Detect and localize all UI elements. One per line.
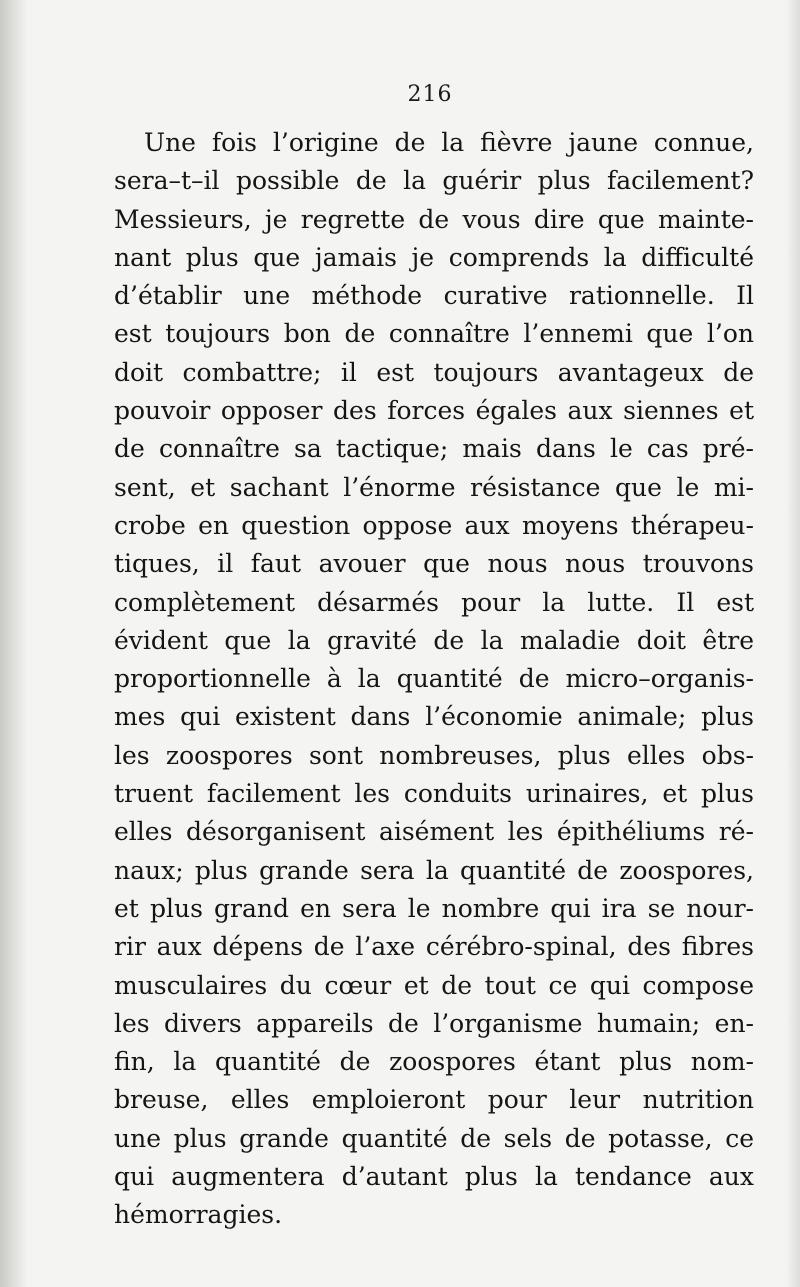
- text-line: proportionnelle à la quantité de micro–organis-: [114, 664, 754, 694]
- text-line: elles désorganisent aisément les épithéliums ré-: [114, 817, 754, 847]
- text-line: pouvoir opposer des forces égales aux siennes et: [114, 396, 754, 426]
- text-line: doit combattre; il est toujours avantageux de: [114, 357, 754, 387]
- text-line: naux; plus grande sera la quantité de zoospores,: [114, 855, 754, 885]
- text-line: nant plus que jamais je comprends la difficulté: [114, 242, 754, 272]
- text-line: évident que la gravité de la maladie doit être: [114, 625, 754, 655]
- text-line: de connaître sa tactique; mais dans le cas pré-: [114, 434, 754, 464]
- text-line: crobe en question oppose aux moyens thérapeu-: [114, 510, 754, 540]
- text-line: fin, la quantité de zoospores étant plus nom-: [114, 1047, 754, 1077]
- text-line: complètement désarmés pour la lutte. Il est: [114, 587, 754, 617]
- text-line: Une fois l’origine de la fièvre jaune connue,: [144, 128, 754, 157]
- text-line: rir aux dépens de l’axe cérébro-spinal, des fibres: [114, 932, 754, 962]
- text-line: d’établir une méthode curative rationnelle. Il: [114, 281, 754, 311]
- text-line: les divers appareils de l’organisme humain; en-: [114, 1008, 754, 1038]
- page-edge: [786, 0, 800, 1287]
- body-paragraph: [114, 124, 754, 1235]
- gutter-shadow: [0, 0, 28, 1287]
- text-line: breuse, elles emploieront pour leur nutrition: [114, 1085, 754, 1115]
- text-line: et plus grand en sera le nombre qui ira se nour-: [114, 893, 754, 923]
- text-line: sera–t–il possible de la guérir plus facilement?: [114, 166, 754, 196]
- text-line: hémorragies.: [114, 1200, 283, 1230]
- text-line: sent, et sachant l’énorme résistance que le mi-: [114, 472, 754, 502]
- text-line: Messieurs, je regrette de vous dire que mainte-: [114, 204, 754, 234]
- text-line: truent facilement les conduits urinaires, et plus: [114, 779, 754, 809]
- text-line: musculaires du cœur et de tout ce qui compose: [114, 970, 754, 1000]
- text-line: qui augmentera d’autant plus la tendance aux: [114, 1162, 754, 1192]
- text-line: mes qui existent dans l’économie animale; plus: [114, 702, 754, 732]
- text-line: les zoospores sont nombreuses, plus elles obs-: [114, 740, 754, 770]
- text-line: tiques, il faut avouer que nous nous trouvons: [114, 549, 754, 579]
- page-number: 216: [407, 82, 453, 107]
- text-line: une plus grande quantité de sels de potasse, ce: [114, 1123, 754, 1153]
- text-line: est toujours bon de connaître l’ennemi que l’on: [114, 319, 754, 349]
